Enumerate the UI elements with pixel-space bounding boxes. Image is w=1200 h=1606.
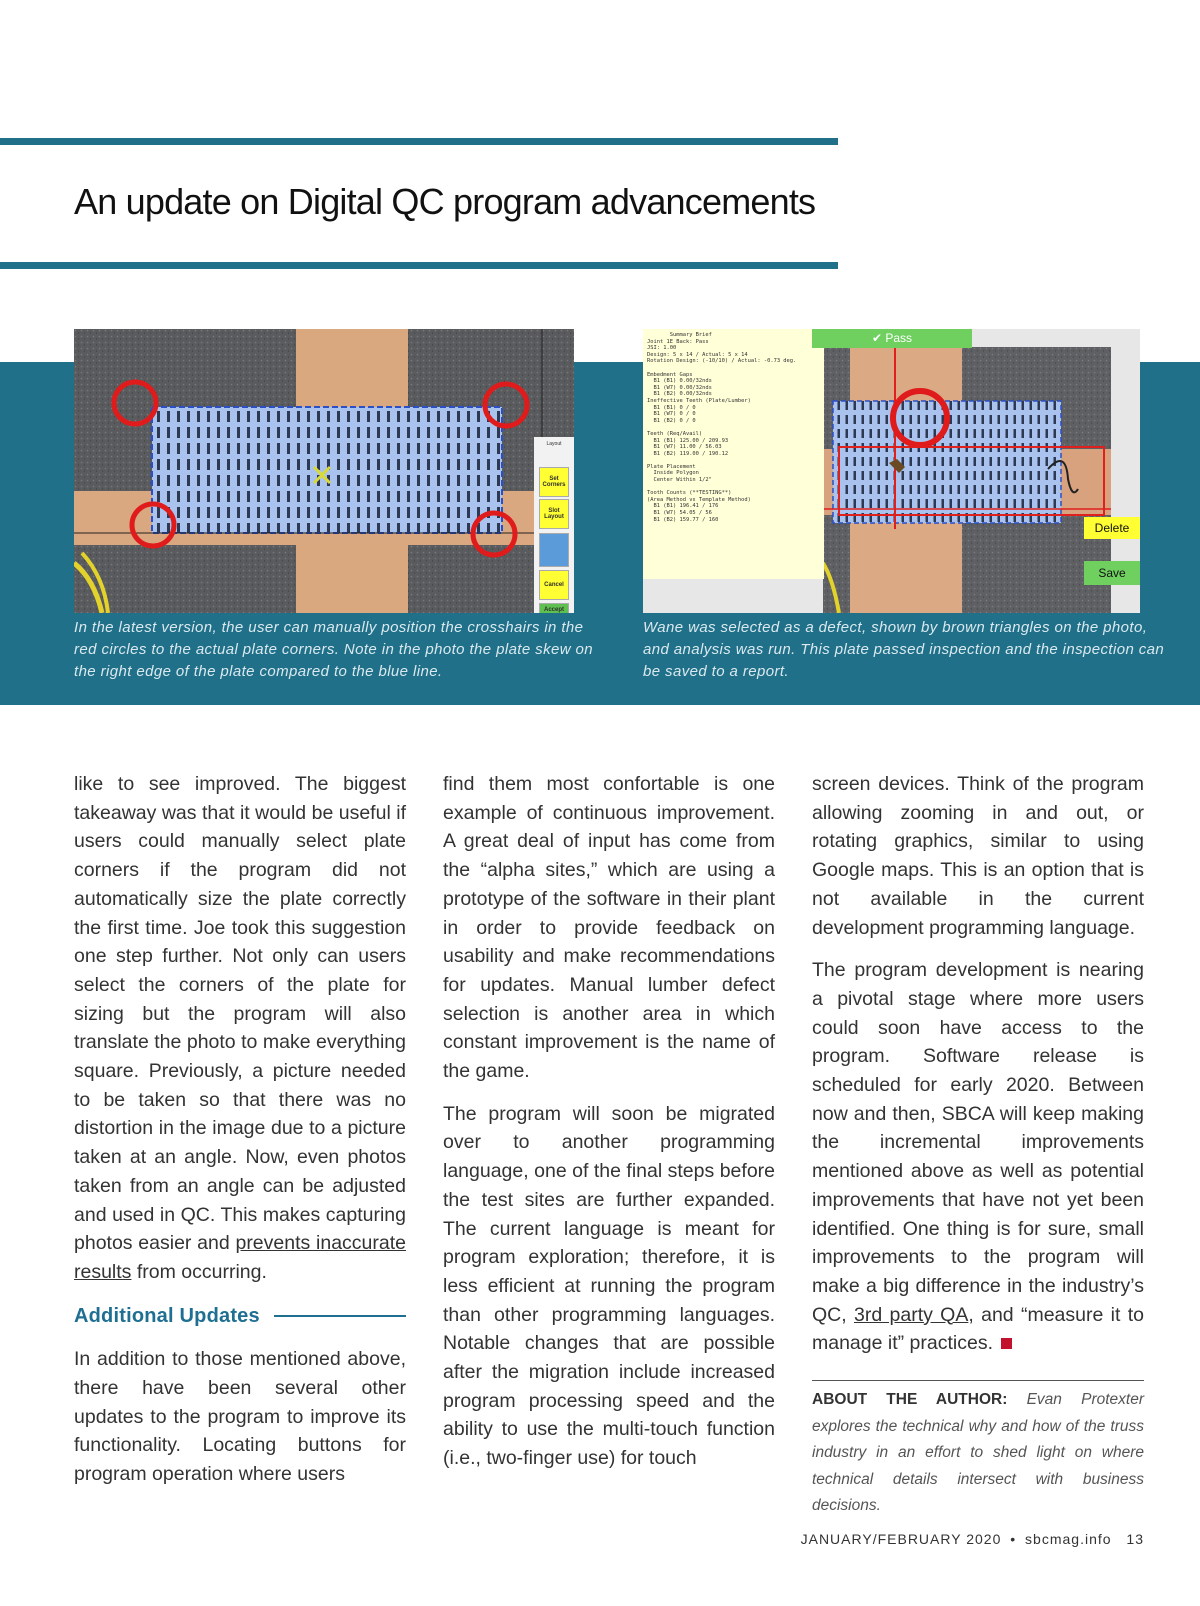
author-text: Evan Protexter explores the technical why and how of the truss industry in an effort to shed light on where technical details intersect with business decisions. bbox=[812, 1391, 1145, 1515]
body-column-2 bbox=[443, 770, 775, 1473]
body-column-1 bbox=[74, 770, 406, 1489]
page-footer bbox=[801, 1531, 1144, 1547]
set-corners-button[interactable]: Set Corners bbox=[539, 467, 569, 497]
right-photo-caption: Wane was selected as a defect, shown by brown triangles on the photo, and analysis was run. This plate passed inspection and the inspection can be saved to a report. bbox=[643, 619, 1165, 680]
footer-separator: • bbox=[1010, 1531, 1017, 1547]
body-paragraph: screen devices. Think of the program allowing zooming in and out, or rotating graphics, similar to using Google maps. This is an option that is not available in the current development programming language. bbox=[812, 773, 1144, 939]
paragraph-text: like to see improved. The biggest takeaway was that it would be useful if users could manually select plate corners if the program did not automatically size the plate correctly the first time. Joe took this suggestion one step further. Not only can users select the corners of the plate for sizing but the program will also translate the photo to make everything square. Previously, a picture needed to be taken so that there was no distortion in the image due to a picture taken at an angle. Now, even photos taken from an angle can be adjusted and used in QC. This makes capturing photos easier and bbox=[74, 773, 406, 1255]
site-url[interactable]: sbcmag.info bbox=[1025, 1531, 1112, 1547]
subhead-text: Additional Updates bbox=[74, 1304, 260, 1327]
body-paragraph bbox=[74, 770, 406, 1287]
body-paragraph: find them most confortable is one example of continuous improvement. A great deal of input has come from the “alpha sites,” which are using a prototype of the software in their plant in order to provide feedback on usability and make recommendations for updates. Manual lumber defect selection is another area in which constant improvement is the name of the game. bbox=[443, 773, 775, 1083]
subhead-rule bbox=[274, 1315, 406, 1317]
body-paragraph: In addition to those mentioned above, there have been several other updates to the program to improve its functionality. Locating buttons for program operation where users bbox=[74, 1348, 406, 1486]
end-mark-icon bbox=[1001, 1338, 1012, 1349]
paragraph-text: The program development is nearing a pivotal stage where more users could soon have access to the program. Software release is scheduled for early 2020. Between now and then, SBCA will keep making the incremental improvements mentioned above as well as potential improvements that have not yet been identified. One thing is for sure, small improvements to the program will make a big difference in the industry’s QC, bbox=[812, 959, 1144, 1326]
prevents-inaccurate-results-link[interactable]: prevents inaccurate results bbox=[74, 1232, 406, 1283]
save-button[interactable]: Save bbox=[1084, 561, 1140, 585]
body-column-3 bbox=[812, 770, 1144, 1520]
color-swatch-button[interactable] bbox=[539, 533, 569, 567]
plate-photo-left bbox=[74, 329, 574, 613]
page-number: 13 bbox=[1126, 1531, 1144, 1547]
slot-layout-button[interactable]: Slot Layout bbox=[539, 499, 569, 529]
plate-photo-left-image bbox=[74, 329, 574, 613]
body-paragraph bbox=[812, 956, 1144, 1358]
paragraph-text: from occurring. bbox=[131, 1260, 267, 1283]
bottom-rule bbox=[0, 262, 838, 269]
cancel-button[interactable]: Cancel bbox=[539, 570, 569, 600]
third-party-qa-link[interactable]: 3rd party QA bbox=[854, 1303, 969, 1326]
accept-button[interactable]: Accept bbox=[539, 603, 569, 613]
delete-button[interactable]: Delete bbox=[1084, 517, 1140, 539]
top-rule bbox=[0, 138, 838, 145]
paragraph-text: , and “measure it to manage it” practices. bbox=[812, 1303, 1145, 1355]
additional-updates-heading bbox=[74, 1302, 406, 1331]
pass-status-banner: ✔ Pass bbox=[812, 329, 972, 348]
author-label: ABOUT THE AUTHOR: bbox=[812, 1391, 1008, 1409]
summary-brief-panel: Summary Brief Joint 1E Back: Pass JSI: 1.00 Design: 5 x 14 / Actual: 5 x 14 Rotation Design: (-10/10) / Actual: -0.73 deg. Embedment Gaps B1 (B1) 0.00/32nds B1 (W7) 0.00/32nds B1 (B2) 0.00/32nds Ineffective Teeth (Plate/Lumber) B1 (B1) 0 / 0 B1 (W7) 0 / 0 B1 (B2) 0 / 0 Teeth (Req/Avail) B1 (B1) 125.00 / 209.93 B1 (W7) 11.00 / 56.03 B1 (B2) 119.00 / 190.12 Plate Placement Inside Polygon Center Within 1/2" Tooth Counts (**TESTING**) (Area Method vs Template Method) B1 (B1) 196.41 / 176 B1 (W7) 54.05 / 56 B1 (B2) 159.77 / 160 bbox=[643, 329, 824, 579]
left-photo-caption: In the latest version, the user can manually position the crosshairs in the red circles to the actual plate corners. Note in the photo the plate skew on the right edge of the plate compared to the blue line. bbox=[74, 619, 594, 680]
page-headline: An update on Digital QC program advancements bbox=[74, 181, 816, 222]
about-the-author bbox=[812, 1380, 1144, 1520]
body-paragraph: The program will soon be migrated over to another programming language, one of the final steps before the test sites are further expanded. The current language is meant for program exploration; therefore, it is less efficient at running the program than other programming languages. Notable changes that are possible after the migration include increased program processing speed and the ability to use the multi-touch function (i.e., two-finger use) for touch bbox=[443, 1102, 775, 1470]
plate-photo-right bbox=[643, 329, 1140, 613]
issue-date: JANUARY/FEBRUARY 2020 bbox=[800, 1531, 1002, 1547]
layout-panel-header: Layout bbox=[546, 441, 562, 447]
